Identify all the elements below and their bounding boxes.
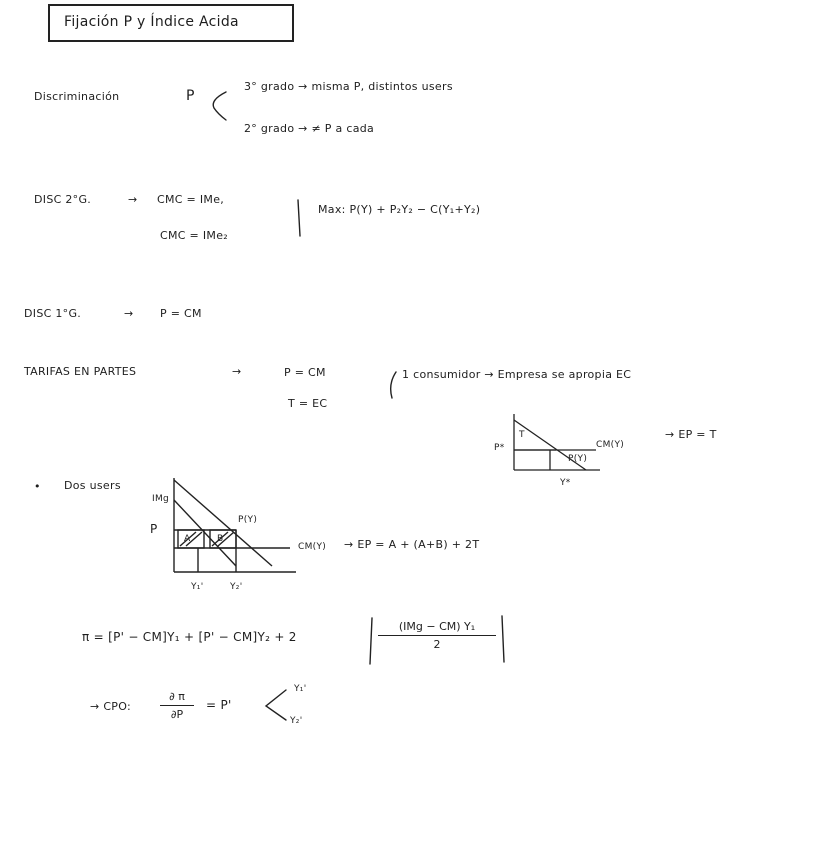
area-b-label: B bbox=[217, 534, 224, 544]
third-degree-note: 3° grado → misma P, distintos users bbox=[244, 80, 453, 93]
disc2-bracket bbox=[298, 200, 300, 236]
discrimination-brace bbox=[213, 92, 226, 120]
cpo-frac-den: ∂P bbox=[170, 708, 184, 721]
hatching-a bbox=[180, 532, 202, 546]
profit-frac-num: (IMg − CM) Y₁ bbox=[398, 620, 476, 633]
small-graph-t: T bbox=[519, 430, 525, 440]
disc2-line2: CMC = IMe₂ bbox=[160, 229, 228, 242]
profit-bracket-left bbox=[370, 618, 372, 664]
two-users-label: Dos users bbox=[64, 479, 121, 492]
cpo-branch1: Y₁' bbox=[294, 684, 307, 694]
big-graph-x1: Y₁' bbox=[191, 582, 204, 592]
two-part-arrow: → bbox=[232, 365, 242, 378]
two-part-brace bbox=[391, 372, 396, 398]
disc1-label: DISC 1°G. bbox=[24, 307, 82, 320]
big-graph-p-label: P bbox=[150, 522, 158, 536]
profit-lhs: π = [P' − CM]Y₁ + [P' − CM]Y₂ + 2 bbox=[82, 630, 297, 644]
two-part-line2: T = EC bbox=[288, 397, 328, 410]
area-a-box bbox=[178, 530, 204, 548]
disc2-arrow: → bbox=[128, 193, 138, 206]
big-graph-demand: P(Y) bbox=[238, 515, 258, 525]
area-a-label: A bbox=[184, 534, 191, 544]
small-graph-result: → EP = T bbox=[665, 428, 717, 441]
consumer-note: 1 consumidor → Empresa se apropia EC bbox=[402, 368, 632, 381]
disc2-label: DISC 2°G. bbox=[34, 193, 92, 206]
two-part-line1: P = CM bbox=[284, 366, 326, 379]
big-graph-cost: CM(Y) bbox=[298, 542, 327, 552]
big-graph-y-label: IMg bbox=[152, 494, 170, 504]
small-graph-x: Y* bbox=[560, 478, 571, 488]
small-graph-cost: CM(Y) bbox=[596, 440, 625, 450]
small-graph bbox=[514, 414, 600, 470]
small-graph-p: P* bbox=[494, 443, 505, 453]
area-b-box bbox=[210, 530, 236, 548]
hatching-b bbox=[212, 532, 234, 546]
page-title: Fijación P y Índice Acida bbox=[64, 14, 239, 30]
disc1-arrow: → bbox=[124, 307, 134, 320]
profit-bracket-right bbox=[502, 616, 504, 662]
discrimination-label: Discriminación bbox=[34, 90, 120, 103]
second-degree-note: 2° grado → ≠ P a cada bbox=[244, 122, 375, 135]
big-graph-x2: Y₂' bbox=[230, 582, 243, 592]
disc2-line1: CMC = IMe, bbox=[157, 193, 225, 206]
cpo-frac-num: ∂ π bbox=[169, 690, 185, 703]
two-users-bullet: • bbox=[34, 480, 41, 493]
two-part-label: TARIFAS EN PARTES bbox=[24, 365, 137, 378]
profit-frac-den: 2 bbox=[433, 638, 441, 651]
two-users-result: → EP = A + (A+B) + 2T bbox=[344, 538, 480, 551]
small-graph-demand: P(Y) bbox=[568, 454, 588, 464]
disc2-objective: Max: P(Y) + P₂Y₂ − C(Y₁+Y₂) bbox=[318, 203, 481, 216]
cpo-branch2: Y₂' bbox=[290, 716, 303, 726]
cpo-branch bbox=[266, 690, 286, 720]
big-graph bbox=[174, 478, 296, 572]
discrimination-p: P bbox=[186, 88, 195, 104]
disc1-rule: P = CM bbox=[160, 307, 202, 320]
cpo-eq: = P' bbox=[206, 698, 232, 712]
cpo-lhs: → CPO: bbox=[90, 700, 131, 713]
